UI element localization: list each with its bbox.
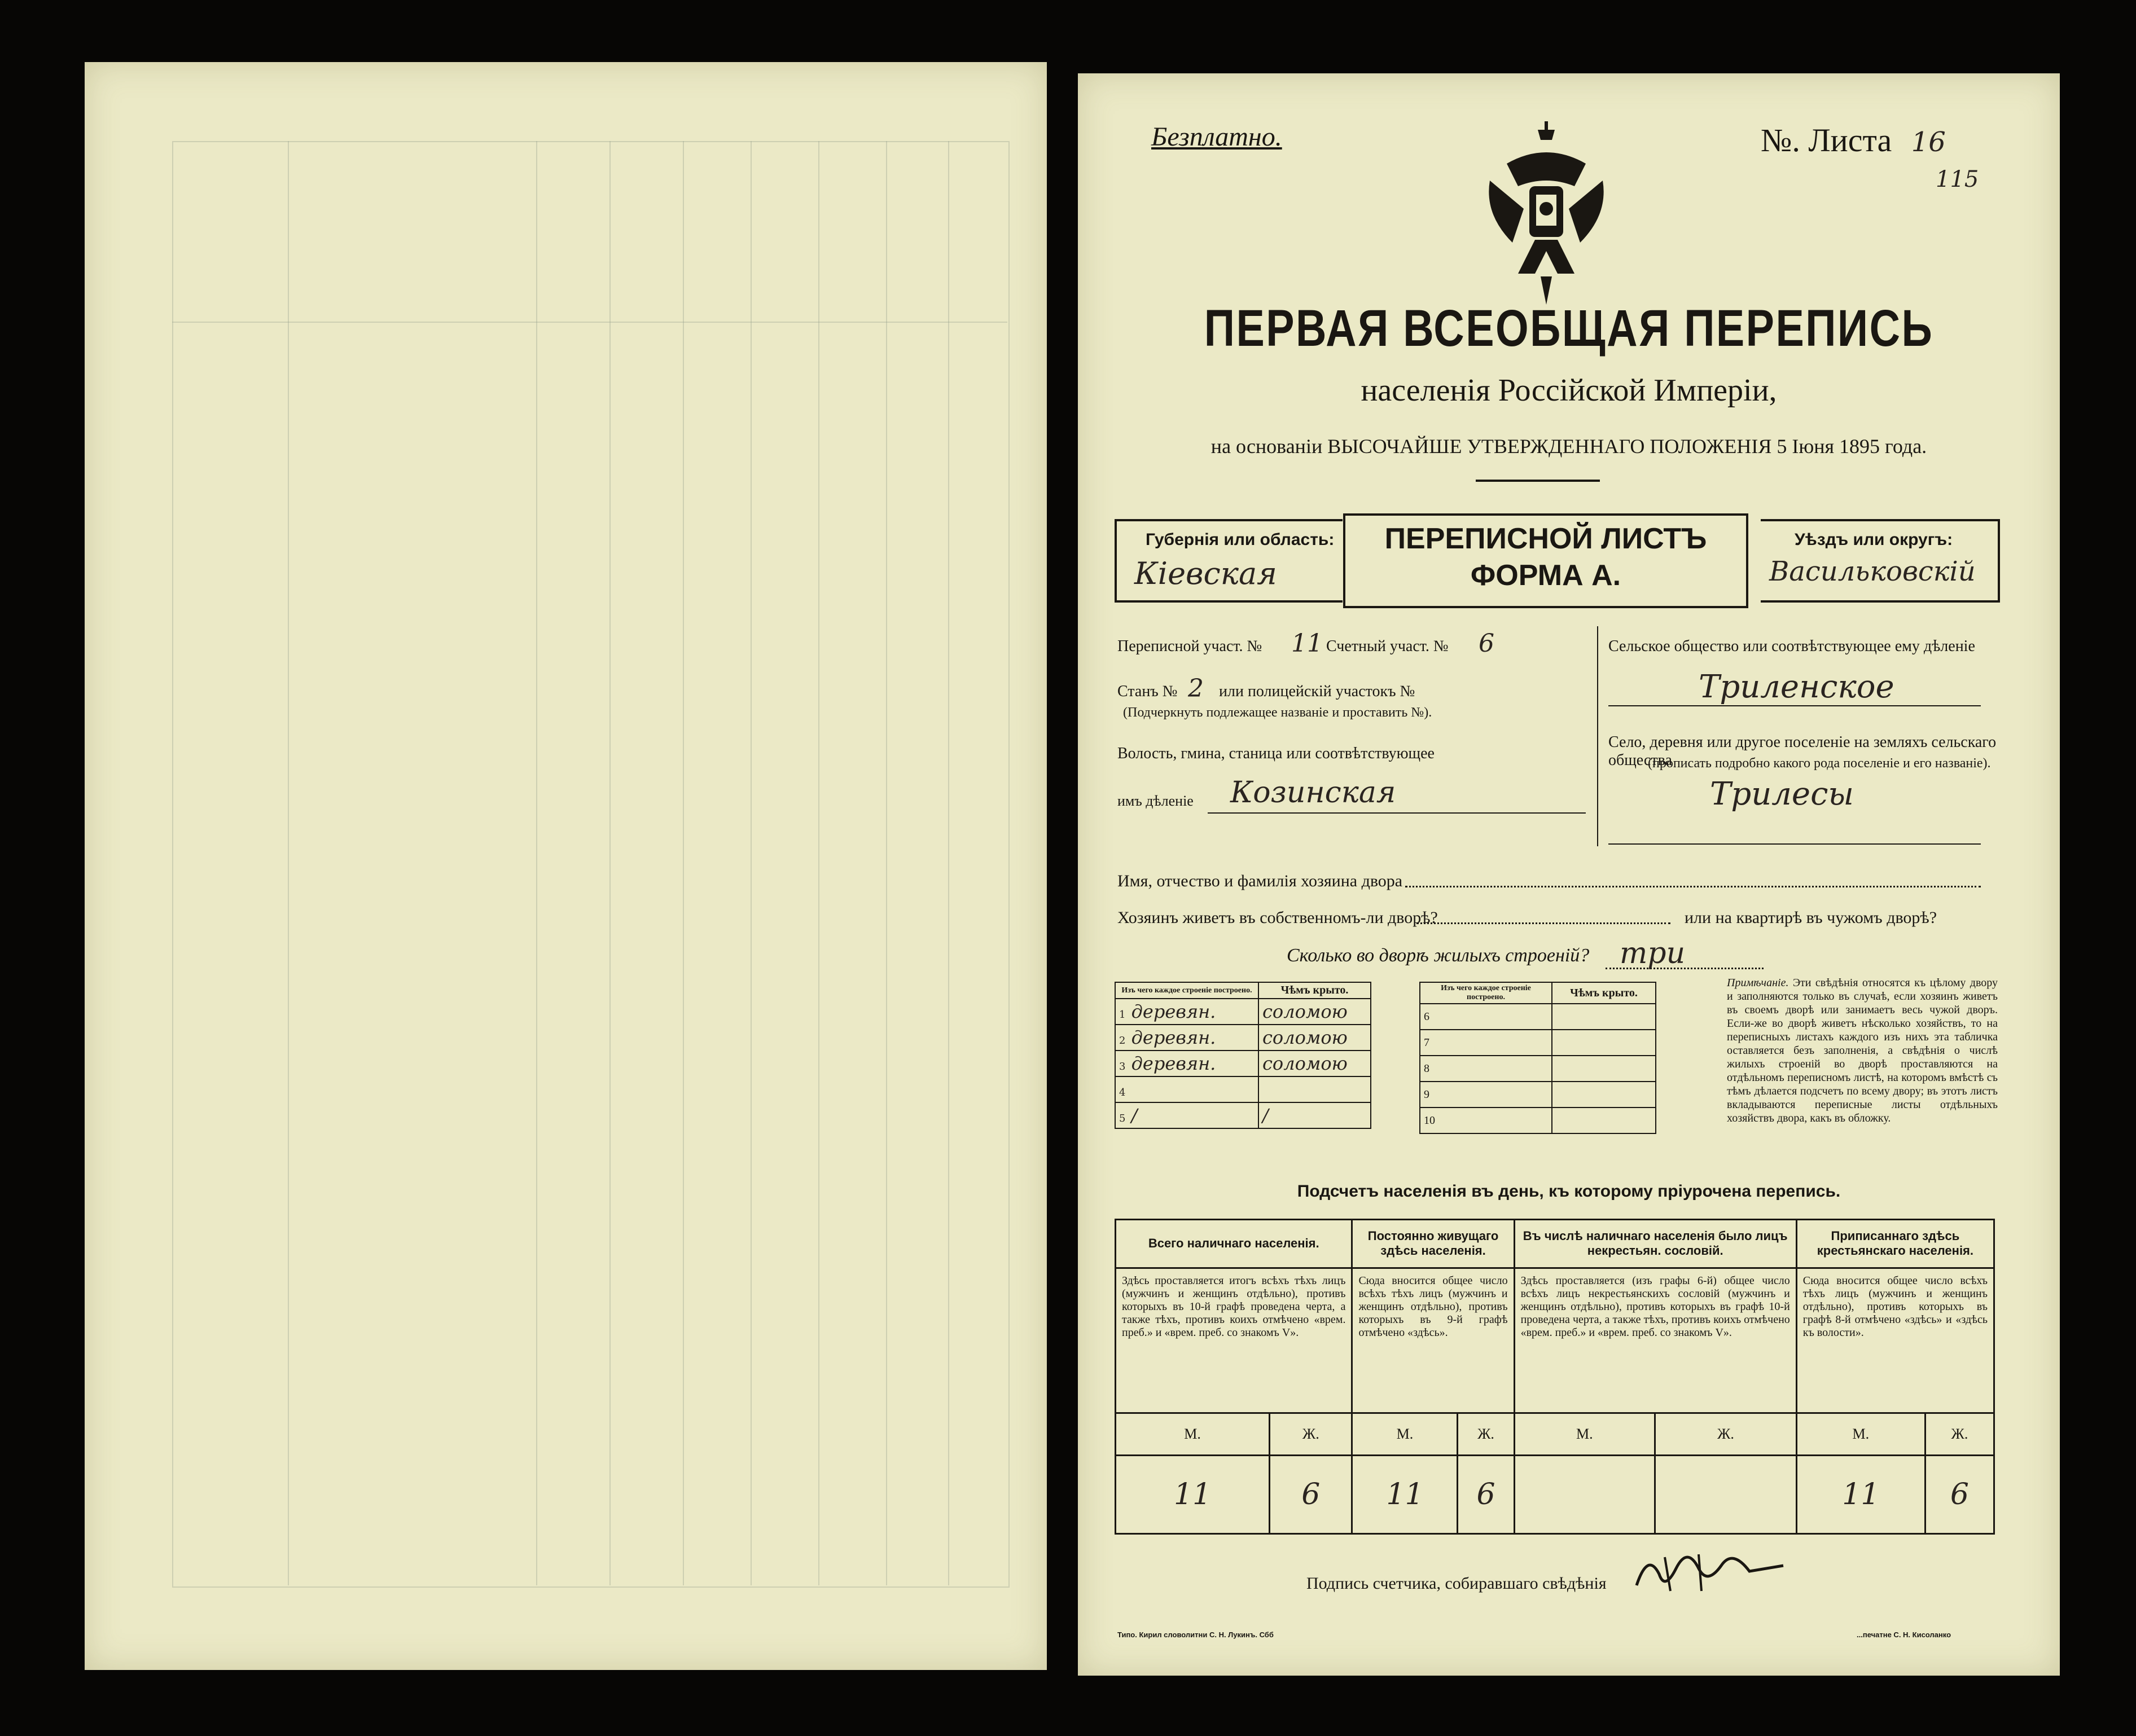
note-text: Эти свѣдѣнія относятся къ цѣлому двору и заполняются только въ случаѣ, если хозяинъ живетъ въ своемъ дворѣ или занимаетъ весь чужой дворъ. Если-же во дворѣ живетъ нѣсколько хозяйствъ, то на переписныхъ листахъ каждого изъ нихъ эта табличка оставляется безъ заполненія, а свѣдѣнія о числѣ жилыхъ строеній во дворѣ проставляются на отдѣльномъ переписномъ листѣ, на которомъ вмѣстѣ съ тѣмъ дѣлается подсчетъ по всему двору; въ этотъ листъ вкладываются переписные листы отдѣльныхъ хозяйствъ двора, какъ въ обложку. — [1727, 977, 1998, 1124]
population-count-table — [1115, 1219, 1995, 1535]
selskoe-value: Триленское — [1699, 669, 1894, 705]
uezd-value: Васильковскій — [1769, 556, 1976, 587]
count-heading: Подсчетъ населенія въ день, къ которому пріурочена перепись. — [1297, 1182, 1841, 1201]
perepis-uch-value: 11 — [1291, 629, 1323, 658]
selo-note: (прописать подробно какого рода поселеніе и его названіе). — [1648, 756, 1991, 771]
row-n: 2 — [1119, 1035, 1126, 1047]
ornament-divider — [1476, 480, 1600, 482]
count-col-desc: Сюда вносится общее число всѣхъ тѣхъ лицъ (мужчинъ и женщинъ отдѣльно), противъ которыхъ въ 9-й графѣ отмѣчено «здѣсь». — [1352, 1268, 1514, 1413]
page-title: ПЕРВАЯ ВСЕОБЩАЯ ПЕРЕПИСЬ — [1204, 300, 1934, 357]
material: деревян. — [1131, 1027, 1216, 1048]
show-through-rule — [536, 141, 537, 1585]
show-through-rule — [683, 141, 684, 1585]
zh-header: Ж. — [1925, 1413, 1994, 1455]
note-title: Примѣчаніе. — [1727, 977, 1789, 989]
row-n: 1 — [1119, 1009, 1126, 1021]
count-m-value: 11 — [1796, 1455, 1925, 1533]
zh-header: Ж. — [1458, 1413, 1514, 1455]
uezd-label: Уѣздъ или округъ: — [1795, 530, 1953, 549]
count-col-desc: Сюда вносится общее число всѣхъ тѣхъ лицъ (мужчинъ и женщинъ отдѣльно), противъ которыхъ въ графѣ 8-й отмѣчено «здѣсь» и «здѣсь къ волости». — [1796, 1268, 1994, 1413]
row-n: 6 — [1424, 1010, 1429, 1023]
roof: соломою — [1258, 1051, 1371, 1076]
sheet-number-alt: 115 — [1936, 166, 1979, 192]
schetny-uch-label: Счетный участ. № — [1326, 638, 1449, 655]
count-col-title: Постоянно живущаго здѣсь населенія. — [1352, 1220, 1514, 1268]
form-subtitle: ФОРМА А. — [1470, 559, 1621, 592]
table-row — [1115, 1025, 1258, 1051]
roof — [1552, 1082, 1656, 1107]
footer-left: Типо. Кирил словолитни С. Н. Лукинъ. Сбб — [1117, 1630, 1274, 1639]
count-m-value — [1514, 1455, 1655, 1533]
lives-own-field[interactable] — [1416, 922, 1670, 924]
selskoe-label: Сельское общество или соотвѣтствующее ему дѣленіе — [1608, 638, 1975, 655]
roof — [1552, 1030, 1656, 1056]
count-col-title: Всего наличнаго населенія. — [1116, 1220, 1352, 1268]
owner-field[interactable] — [1405, 886, 1981, 887]
dw-col-material: Изъ чего каждое строеніе построено. — [1115, 982, 1258, 999]
m-header: М. — [1352, 1413, 1458, 1455]
roof: соломою — [1258, 1025, 1371, 1051]
zh-header: Ж. — [1655, 1413, 1797, 1455]
table-row — [1420, 1082, 1552, 1107]
show-through-table — [172, 141, 1010, 1588]
census-form-page — [1078, 73, 2060, 1676]
show-through-rule — [288, 141, 289, 1585]
material: деревян. — [1131, 1001, 1216, 1022]
show-through-rule — [751, 141, 752, 1585]
show-through-rule — [172, 322, 1007, 323]
show-through-rule — [818, 141, 819, 1585]
lives-label-2: или на квартирѣ въ чужомъ дворѣ? — [1685, 908, 1937, 927]
roof: соломою — [1258, 999, 1371, 1025]
table-row — [1115, 1076, 1258, 1102]
dw-col-material: Изъ чего каждое строеніе построено. — [1420, 982, 1552, 1004]
stan-label: Станъ № — [1117, 683, 1178, 700]
buildings-field — [1606, 968, 1764, 969]
show-through-rule — [948, 141, 949, 1585]
table-row — [1420, 1107, 1552, 1133]
material: / — [1131, 1105, 1138, 1126]
row-n: 7 — [1424, 1036, 1429, 1049]
stan-rest: или полицейскій участокъ № — [1219, 683, 1415, 700]
show-through-rule — [886, 141, 887, 1585]
footer-right: ...печатне С. Н. Кисоланко — [1857, 1630, 1951, 1639]
m-header: М. — [1116, 1413, 1270, 1455]
sheet-label: №. Листа — [1761, 122, 1892, 159]
m-header: М. — [1796, 1413, 1925, 1455]
show-through-rule — [609, 141, 611, 1585]
left-page-blank — [85, 62, 1047, 1670]
count-zh-value — [1655, 1455, 1797, 1533]
roof — [1552, 1107, 1656, 1133]
volost-label: Волость, гмина, станица или соотвѣтствующее — [1117, 745, 1435, 762]
form-title: ПЕРЕПИСНОЙ ЛИСТЪ — [1384, 522, 1707, 555]
dw-col-roof: Чѣмъ крыто. — [1258, 982, 1371, 999]
lives-label: Хозяинъ живетъ въ собственномъ-ли дворѣ? — [1117, 908, 1438, 927]
volost-underline — [1208, 812, 1586, 814]
table-row — [1115, 999, 1258, 1025]
legal-basis: на основаніи ВЫСОЧАЙШЕ УТВЕРЖДЕННАГО ПОЛОЖЕНІЯ 5 Іюня 1895 года. — [1210, 435, 1927, 458]
roof: / — [1258, 1102, 1371, 1128]
page-subtitle: населенія Россійской Имперіи, — [1361, 373, 1777, 408]
count-col-title: Приписаннаго здѣсь крестьянскаго населенія. — [1796, 1220, 1994, 1268]
free-label: Безплатно. — [1151, 122, 1282, 152]
row-n: 5 — [1119, 1113, 1126, 1124]
row-n: 10 — [1424, 1114, 1435, 1127]
count-zh-value: 6 — [1270, 1455, 1352, 1533]
volost-label-2: имъ дѣленіе — [1117, 793, 1194, 809]
schetny-uch-value: 6 — [1479, 629, 1494, 658]
table-row — [1420, 1056, 1552, 1082]
coat-of-arms-icon — [1473, 118, 1620, 310]
table-row — [1420, 1030, 1552, 1056]
row-n: 3 — [1119, 1061, 1126, 1073]
dw-col-roof: Чѣмъ крыто. — [1552, 982, 1656, 1004]
count-col-desc: Здѣсь проставляется (изъ графы 6-й) общее число всѣхъ лицъ некрестьянскихъ сословій (мужчинъ и женщинъ отдѣльно), противъ которыхъ въ графѣ 10-й проведена черта, а также тѣхъ, противъ коихъ отмѣчено «врем. преб.» и «врем. преб. со знакомъ V». — [1514, 1268, 1796, 1413]
row-n: 4 — [1119, 1087, 1126, 1098]
field-divider — [1597, 626, 1598, 846]
stan-value: 2 — [1188, 674, 1204, 703]
stan-note: (Подчеркнуть подлежащее названіе и проставить №). — [1123, 705, 1432, 720]
sheet-number: 16 — [1911, 126, 1946, 158]
row-n: 9 — [1424, 1088, 1429, 1101]
buildings-label: Сколько во дворѣ жилыхъ строеній? — [1287, 945, 1590, 966]
count-col-title: Въ числѣ наличнаго населенія было лицъ некрестьян. сословій. — [1514, 1220, 1796, 1268]
gubernia-value: Кіевская — [1134, 556, 1277, 591]
selo-underline — [1608, 843, 1981, 845]
table-row — [1115, 1051, 1258, 1076]
owner-label: Имя, отчество и фамилія хозяина двора — [1117, 872, 1403, 890]
gubernia-label: Губернія или область: — [1146, 530, 1335, 549]
roof — [1552, 1056, 1656, 1082]
count-zh-value: 6 — [1925, 1455, 1994, 1533]
note-block — [1727, 976, 1998, 1125]
selo-label: Село, деревня или другое поселеніе на земляхъ сельскаго общества — [1608, 733, 1997, 769]
roof — [1258, 1076, 1371, 1102]
dwellings-table-left — [1115, 982, 1371, 1129]
buildings-value: три — [1620, 937, 1686, 970]
selskoe-underline — [1608, 705, 1981, 706]
sheet-number-label — [1761, 121, 1946, 159]
table-row — [1420, 1004, 1552, 1030]
dwellings-table-right — [1419, 982, 1656, 1134]
zh-header: Ж. — [1270, 1413, 1352, 1455]
signature-label: Подпись счетчика, собиравшаго свѣдѣнія — [1306, 1574, 1607, 1593]
roof — [1552, 1004, 1656, 1030]
volost-value: Козинская — [1230, 776, 1396, 810]
count-col-desc: Здѣсь проставляется итогъ всѣхъ тѣхъ лицъ (мужчинъ и женщинъ отдѣльно), противъ которыхъ въ 10-й графѣ проведена черта, а также тѣхъ, противъ коихъ отмѣчено «врем. преб.» и «врем. преб. со знакомъ V». — [1116, 1268, 1352, 1413]
count-zh-value: 6 — [1458, 1455, 1514, 1533]
signature-mark — [1631, 1546, 1800, 1597]
selo-value: Трилесы — [1710, 776, 1854, 812]
count-m-value: 11 — [1352, 1455, 1458, 1533]
table-row — [1115, 1102, 1258, 1128]
row-n: 8 — [1424, 1062, 1429, 1075]
material: деревян. — [1131, 1053, 1216, 1074]
perepis-uch-label: Переписной участ. № — [1117, 638, 1262, 655]
m-header: М. — [1514, 1413, 1655, 1455]
count-m-value: 11 — [1116, 1455, 1270, 1533]
